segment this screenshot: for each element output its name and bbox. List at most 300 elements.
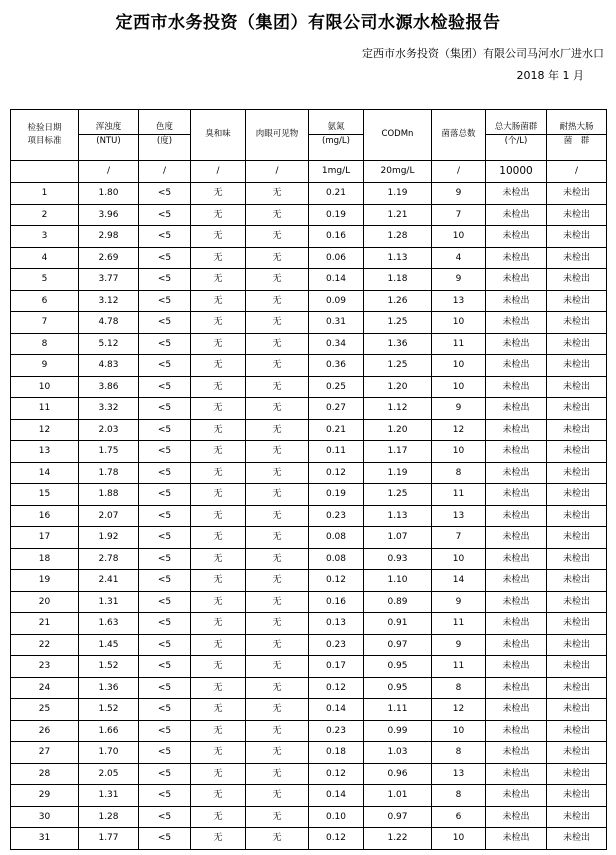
cell-ammonia: 0.25 — [309, 376, 364, 398]
report-subtitle: 定西市水务投资（集团）有限公司马河水厂进水口 — [362, 47, 604, 60]
cell-total-coliform: 未检出 — [486, 828, 547, 850]
cell-colony-count: 8 — [432, 677, 486, 699]
standard-ammonia: 1mg/L — [309, 161, 364, 183]
cell-total-coliform: 未检出 — [486, 505, 547, 527]
table-row — [11, 806, 607, 828]
cell-visible-matter: 无 — [246, 656, 309, 678]
cell-thermotolerant-coliform: 未检出 — [547, 441, 607, 463]
cell-color: <5 — [139, 720, 191, 742]
cell-ammonia: 0.14 — [309, 785, 364, 807]
cell-thermotolerant-coliform: 未检出 — [547, 742, 607, 764]
cell-odor: 无 — [191, 548, 246, 570]
cell-thermotolerant-coliform: 未检出 — [547, 376, 607, 398]
cell-odor: 无 — [191, 656, 246, 678]
table-row — [11, 419, 607, 441]
cell-ammonia: 0.36 — [309, 355, 364, 377]
cell-ammonia: 0.16 — [309, 226, 364, 248]
cell-day: 17 — [11, 527, 79, 549]
cell-day: 30 — [11, 806, 79, 828]
cell-ammonia: 0.14 — [309, 699, 364, 721]
table-row — [11, 570, 607, 592]
cell-ammonia: 0.08 — [309, 527, 364, 549]
cell-odor: 无 — [191, 570, 246, 592]
cell-colony-count: 10 — [432, 720, 486, 742]
cell-thermotolerant-coliform: 未检出 — [547, 806, 607, 828]
cell-codmn: 0.95 — [364, 677, 432, 699]
cell-thermotolerant-coliform: 未检出 — [547, 462, 607, 484]
cell-odor: 无 — [191, 462, 246, 484]
cell-color: <5 — [139, 376, 191, 398]
cell-day: 8 — [11, 333, 79, 355]
cell-odor: 无 — [191, 376, 246, 398]
cell-thermotolerant-coliform: 未检出 — [547, 613, 607, 635]
cell-thermotolerant-coliform: 未检出 — [547, 269, 607, 291]
cell-visible-matter: 无 — [246, 634, 309, 656]
cell-color: <5 — [139, 247, 191, 269]
cell-visible-matter: 无 — [246, 677, 309, 699]
cell-colony-count: 9 — [432, 634, 486, 656]
corner-header-top: 检验日期 — [11, 110, 79, 135]
cell-turbidity: 3.77 — [79, 269, 139, 291]
cell-color: <5 — [139, 742, 191, 764]
cell-codmn: 1.28 — [364, 226, 432, 248]
table-row — [11, 183, 607, 205]
cell-codmn: 1.20 — [364, 419, 432, 441]
cell-color: <5 — [139, 785, 191, 807]
cell-odor: 无 — [191, 828, 246, 850]
cell-turbidity: 2.78 — [79, 548, 139, 570]
cell-ammonia: 0.08 — [309, 548, 364, 570]
cell-visible-matter: 无 — [246, 720, 309, 742]
cell-total-coliform: 未检出 — [486, 441, 547, 463]
cell-total-coliform: 未检出 — [486, 419, 547, 441]
table-row — [11, 613, 607, 635]
table-row — [11, 656, 607, 678]
cell-total-coliform: 未检出 — [486, 312, 547, 334]
cell-codmn: 1.13 — [364, 505, 432, 527]
cell-total-coliform: 未检出 — [486, 591, 547, 613]
cell-visible-matter: 无 — [246, 204, 309, 226]
cell-visible-matter: 无 — [246, 355, 309, 377]
cell-odor: 无 — [191, 763, 246, 785]
cell-turbidity: 1.28 — [79, 806, 139, 828]
cell-codmn: 1.22 — [364, 828, 432, 850]
cell-color: <5 — [139, 505, 191, 527]
cell-colony-count: 11 — [432, 656, 486, 678]
cell-colony-count: 10 — [432, 312, 486, 334]
cell-codmn: 1.18 — [364, 269, 432, 291]
cell-colony-count: 11 — [432, 333, 486, 355]
table-row — [11, 785, 607, 807]
cell-color: <5 — [139, 204, 191, 226]
cell-thermotolerant-coliform: 未检出 — [547, 204, 607, 226]
cell-color: <5 — [139, 699, 191, 721]
cell-ammonia: 0.12 — [309, 763, 364, 785]
cell-codmn: 1.10 — [364, 570, 432, 592]
cell-odor: 无 — [191, 505, 246, 527]
cell-visible-matter: 无 — [246, 828, 309, 850]
cell-thermotolerant-coliform: 未检出 — [547, 548, 607, 570]
cell-thermotolerant-coliform: 未检出 — [547, 570, 607, 592]
cell-day: 13 — [11, 441, 79, 463]
cell-codmn: 0.93 — [364, 548, 432, 570]
cell-colony-count: 7 — [432, 527, 486, 549]
cell-codmn: 1.19 — [364, 183, 432, 205]
table-row — [11, 441, 607, 463]
cell-total-coliform: 未检出 — [486, 226, 547, 248]
cell-colony-count: 9 — [432, 269, 486, 291]
report-title: 定西市水务投资（集团）有限公司水源水检验报告 — [115, 13, 501, 33]
cell-ammonia: 0.16 — [309, 591, 364, 613]
cell-thermotolerant-coliform: 未检出 — [547, 828, 607, 850]
report-date: 2018 年 1 月 — [516, 69, 584, 82]
table-row — [11, 333, 607, 355]
cell-colony-count: 10 — [432, 548, 486, 570]
cell-thermotolerant-coliform: 未检出 — [547, 312, 607, 334]
header-thermotolerant-coliform: 耐热大肠 — [547, 110, 607, 135]
cell-odor: 无 — [191, 290, 246, 312]
cell-color: <5 — [139, 419, 191, 441]
cell-total-coliform: 未检出 — [486, 527, 547, 549]
cell-visible-matter: 无 — [246, 613, 309, 635]
cell-turbidity: 1.77 — [79, 828, 139, 850]
cell-total-coliform: 未检出 — [486, 462, 547, 484]
cell-ammonia: 0.21 — [309, 183, 364, 205]
cell-thermotolerant-coliform: 未检出 — [547, 226, 607, 248]
cell-codmn: 1.25 — [364, 484, 432, 506]
header-thermotolerant-coliform-line2: 菌 群 — [547, 135, 607, 161]
cell-colony-count: 8 — [432, 785, 486, 807]
cell-ammonia: 0.12 — [309, 570, 364, 592]
inspection-table — [10, 109, 607, 850]
cell-visible-matter: 无 — [246, 333, 309, 355]
header-total-coliform-unit: (个/L) — [486, 135, 547, 161]
cell-odor: 无 — [191, 183, 246, 205]
standard-color: / — [139, 161, 191, 183]
cell-turbidity: 1.45 — [79, 634, 139, 656]
cell-thermotolerant-coliform: 未检出 — [547, 527, 607, 549]
cell-visible-matter: 无 — [246, 419, 309, 441]
cell-odor: 无 — [191, 677, 246, 699]
cell-codmn: 0.97 — [364, 806, 432, 828]
cell-day: 1 — [11, 183, 79, 205]
header-color: 色度 — [139, 110, 191, 135]
cell-day: 28 — [11, 763, 79, 785]
cell-odor: 无 — [191, 355, 246, 377]
cell-colony-count: 9 — [432, 398, 486, 420]
table-row — [11, 591, 607, 613]
cell-odor: 无 — [191, 699, 246, 721]
cell-codmn: 1.03 — [364, 742, 432, 764]
cell-ammonia: 0.12 — [309, 677, 364, 699]
cell-total-coliform: 未检出 — [486, 333, 547, 355]
header-codmn: CODMn — [364, 110, 432, 161]
cell-day: 9 — [11, 355, 79, 377]
cell-turbidity: 5.12 — [79, 333, 139, 355]
cell-day: 26 — [11, 720, 79, 742]
cell-turbidity: 3.86 — [79, 376, 139, 398]
cell-codmn: 1.11 — [364, 699, 432, 721]
cell-visible-matter: 无 — [246, 699, 309, 721]
cell-turbidity: 1.66 — [79, 720, 139, 742]
standard-row — [11, 161, 607, 183]
cell-ammonia: 0.06 — [309, 247, 364, 269]
cell-thermotolerant-coliform: 未检出 — [547, 398, 607, 420]
table-row — [11, 355, 607, 377]
cell-visible-matter: 无 — [246, 376, 309, 398]
cell-visible-matter: 无 — [246, 290, 309, 312]
cell-day: 4 — [11, 247, 79, 269]
table-row — [11, 548, 607, 570]
cell-ammonia: 0.23 — [309, 634, 364, 656]
table-row — [11, 247, 607, 269]
cell-ammonia: 0.19 — [309, 204, 364, 226]
cell-ammonia: 0.10 — [309, 806, 364, 828]
cell-turbidity: 2.07 — [79, 505, 139, 527]
cell-colony-count: 10 — [432, 355, 486, 377]
cell-odor: 无 — [191, 226, 246, 248]
cell-turbidity: 1.31 — [79, 591, 139, 613]
cell-total-coliform: 未检出 — [486, 763, 547, 785]
table-row — [11, 634, 607, 656]
cell-ammonia: 0.11 — [309, 441, 364, 463]
cell-colony-count: 9 — [432, 591, 486, 613]
cell-colony-count: 13 — [432, 505, 486, 527]
cell-codmn: 1.13 — [364, 247, 432, 269]
cell-ammonia: 0.19 — [309, 484, 364, 506]
cell-codmn: 0.97 — [364, 634, 432, 656]
cell-total-coliform: 未检出 — [486, 269, 547, 291]
cell-turbidity: 1.88 — [79, 484, 139, 506]
standard-visible-matter: / — [246, 161, 309, 183]
cell-colony-count: 4 — [432, 247, 486, 269]
cell-odor: 无 — [191, 312, 246, 334]
cell-turbidity: 1.31 — [79, 785, 139, 807]
cell-thermotolerant-coliform: 未检出 — [547, 656, 607, 678]
standard-codmn: 20mg/L — [364, 161, 432, 183]
table-row — [11, 763, 607, 785]
cell-color: <5 — [139, 656, 191, 678]
header-odor: 臭和味 — [191, 110, 246, 161]
cell-visible-matter: 无 — [246, 570, 309, 592]
cell-color: <5 — [139, 806, 191, 828]
cell-day: 5 — [11, 269, 79, 291]
cell-thermotolerant-coliform: 未检出 — [547, 677, 607, 699]
cell-odor: 无 — [191, 527, 246, 549]
table-row — [11, 226, 607, 248]
cell-color: <5 — [139, 462, 191, 484]
cell-turbidity: 2.03 — [79, 419, 139, 441]
cell-ammonia: 0.23 — [309, 505, 364, 527]
cell-turbidity: 1.78 — [79, 462, 139, 484]
cell-odor: 无 — [191, 419, 246, 441]
standard-row-label — [11, 161, 79, 183]
cell-codmn: 1.21 — [364, 204, 432, 226]
cell-ammonia: 0.14 — [309, 269, 364, 291]
cell-odor: 无 — [191, 441, 246, 463]
cell-color: <5 — [139, 570, 191, 592]
cell-visible-matter: 无 — [246, 806, 309, 828]
cell-thermotolerant-coliform: 未检出 — [547, 333, 607, 355]
cell-turbidity: 2.41 — [79, 570, 139, 592]
cell-thermotolerant-coliform: 未检出 — [547, 763, 607, 785]
cell-odor: 无 — [191, 247, 246, 269]
cell-odor: 无 — [191, 806, 246, 828]
cell-odor: 无 — [191, 742, 246, 764]
cell-visible-matter: 无 — [246, 591, 309, 613]
cell-day: 16 — [11, 505, 79, 527]
cell-total-coliform: 未检出 — [486, 376, 547, 398]
cell-colony-count: 13 — [432, 763, 486, 785]
cell-turbidity: 2.98 — [79, 226, 139, 248]
cell-total-coliform: 未检出 — [486, 785, 547, 807]
cell-color: <5 — [139, 290, 191, 312]
table-row — [11, 742, 607, 764]
cell-codmn: 1.26 — [364, 290, 432, 312]
cell-visible-matter: 无 — [246, 312, 309, 334]
cell-visible-matter: 无 — [246, 548, 309, 570]
cell-color: <5 — [139, 355, 191, 377]
cell-total-coliform: 未检出 — [486, 806, 547, 828]
table-row — [11, 505, 607, 527]
cell-color: <5 — [139, 441, 191, 463]
cell-colony-count: 12 — [432, 699, 486, 721]
header-row-2 — [11, 135, 607, 161]
cell-color: <5 — [139, 613, 191, 635]
table-row — [11, 699, 607, 721]
cell-visible-matter: 无 — [246, 527, 309, 549]
table-row — [11, 290, 607, 312]
cell-ammonia: 0.27 — [309, 398, 364, 420]
cell-day: 12 — [11, 419, 79, 441]
cell-visible-matter: 无 — [246, 269, 309, 291]
cell-turbidity: 2.05 — [79, 763, 139, 785]
cell-day: 29 — [11, 785, 79, 807]
cell-colony-count: 11 — [432, 613, 486, 635]
cell-visible-matter: 无 — [246, 247, 309, 269]
table-row — [11, 312, 607, 334]
cell-day: 21 — [11, 613, 79, 635]
cell-odor: 无 — [191, 398, 246, 420]
cell-colony-count: 13 — [432, 290, 486, 312]
cell-ammonia: 0.31 — [309, 312, 364, 334]
cell-codmn: 1.17 — [364, 441, 432, 463]
cell-total-coliform: 未检出 — [486, 570, 547, 592]
cell-day: 10 — [11, 376, 79, 398]
cell-colony-count: 12 — [432, 419, 486, 441]
cell-ammonia: 0.34 — [309, 333, 364, 355]
cell-day: 6 — [11, 290, 79, 312]
header-colony-count: 菌落总数 — [432, 110, 486, 161]
cell-visible-matter: 无 — [246, 441, 309, 463]
cell-total-coliform: 未检出 — [486, 290, 547, 312]
cell-codmn: 0.96 — [364, 763, 432, 785]
cell-total-coliform: 未检出 — [486, 742, 547, 764]
cell-colony-count: 6 — [432, 806, 486, 828]
standard-colony-count: / — [432, 161, 486, 183]
cell-thermotolerant-coliform: 未检出 — [547, 484, 607, 506]
cell-codmn: 1.12 — [364, 398, 432, 420]
header-turbidity-unit: (NTU) — [79, 135, 139, 161]
cell-day: 19 — [11, 570, 79, 592]
cell-odor: 无 — [191, 613, 246, 635]
cell-visible-matter: 无 — [246, 226, 309, 248]
cell-turbidity: 1.52 — [79, 699, 139, 721]
cell-total-coliform: 未检出 — [486, 398, 547, 420]
cell-thermotolerant-coliform: 未检出 — [547, 505, 607, 527]
cell-day: 11 — [11, 398, 79, 420]
table-row — [11, 269, 607, 291]
cell-total-coliform: 未检出 — [486, 634, 547, 656]
cell-turbidity: 1.70 — [79, 742, 139, 764]
cell-color: <5 — [139, 527, 191, 549]
cell-color: <5 — [139, 828, 191, 850]
cell-colony-count: 14 — [432, 570, 486, 592]
cell-day: 14 — [11, 462, 79, 484]
table-row — [11, 527, 607, 549]
header-turbidity: 浑浊度 — [79, 110, 139, 135]
cell-color: <5 — [139, 634, 191, 656]
cell-thermotolerant-coliform: 未检出 — [547, 247, 607, 269]
cell-total-coliform: 未检出 — [486, 484, 547, 506]
cell-ammonia: 0.09 — [309, 290, 364, 312]
cell-ammonia: 0.12 — [309, 828, 364, 850]
cell-day: 3 — [11, 226, 79, 248]
table-row — [11, 376, 607, 398]
cell-total-coliform: 未检出 — [486, 699, 547, 721]
cell-codmn: 0.95 — [364, 656, 432, 678]
cell-day: 27 — [11, 742, 79, 764]
cell-odor: 无 — [191, 720, 246, 742]
cell-turbidity: 3.12 — [79, 290, 139, 312]
cell-thermotolerant-coliform: 未检出 — [547, 720, 607, 742]
standard-total-coliform: 10000 — [486, 161, 547, 183]
header-ammonia: 氨氮 — [309, 110, 364, 135]
standard-thermotolerant-coliform: / — [547, 161, 607, 183]
table-row — [11, 677, 607, 699]
header-ammonia-unit: (mg/L) — [309, 135, 364, 161]
table-row — [11, 462, 607, 484]
cell-total-coliform: 未检出 — [486, 548, 547, 570]
cell-visible-matter: 无 — [246, 183, 309, 205]
cell-colony-count: 10 — [432, 376, 486, 398]
cell-colony-count: 9 — [432, 183, 486, 205]
cell-turbidity: 4.78 — [79, 312, 139, 334]
cell-thermotolerant-coliform: 未检出 — [547, 290, 607, 312]
cell-colony-count: 10 — [432, 828, 486, 850]
cell-ammonia: 0.23 — [309, 720, 364, 742]
cell-thermotolerant-coliform: 未检出 — [547, 634, 607, 656]
cell-total-coliform: 未检出 — [486, 613, 547, 635]
cell-turbidity: 1.36 — [79, 677, 139, 699]
cell-odor: 无 — [191, 634, 246, 656]
cell-day: 23 — [11, 656, 79, 678]
table-row — [11, 720, 607, 742]
cell-codmn: 0.91 — [364, 613, 432, 635]
cell-total-coliform: 未检出 — [486, 247, 547, 269]
standard-turbidity: / — [79, 161, 139, 183]
cell-codmn: 1.01 — [364, 785, 432, 807]
cell-color: <5 — [139, 312, 191, 334]
cell-codmn: 1.07 — [364, 527, 432, 549]
cell-codmn: 0.89 — [364, 591, 432, 613]
cell-visible-matter: 无 — [246, 462, 309, 484]
cell-day: 24 — [11, 677, 79, 699]
cell-day: 2 — [11, 204, 79, 226]
cell-turbidity: 1.75 — [79, 441, 139, 463]
cell-turbidity: 1.63 — [79, 613, 139, 635]
cell-thermotolerant-coliform: 未检出 — [547, 699, 607, 721]
